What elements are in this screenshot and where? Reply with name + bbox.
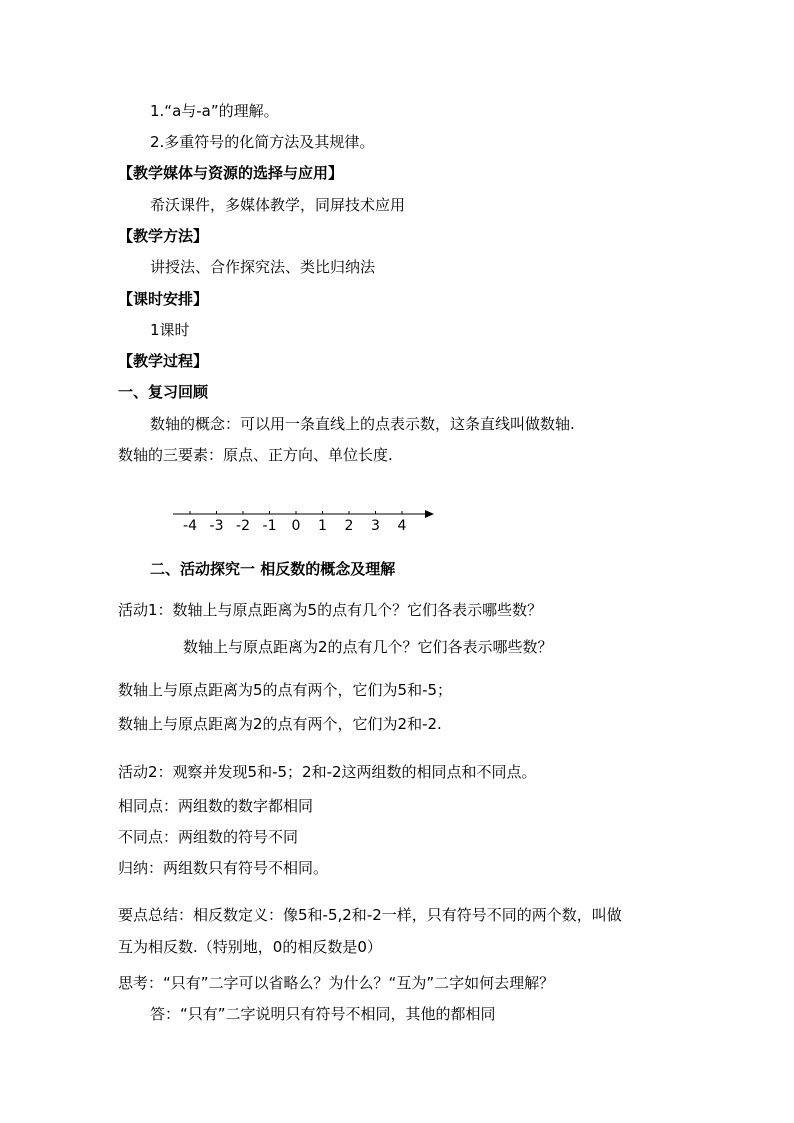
think-answer: 答：“只有”二字说明只有符号不相同，其他的都相同 xyxy=(150,1005,496,1023)
number-line-arrow xyxy=(425,510,434,518)
number-line-label: -2 xyxy=(236,518,250,534)
method-text: 讲授法、合作探究法、类比归纳法 xyxy=(150,258,376,276)
number-line-label: 3 xyxy=(371,518,380,534)
media-text: 希沃课件，多媒体教学，同屏技术应用 xyxy=(150,196,406,214)
numberline-concept: 数轴的概念：可以用一条直线上的点表示数，这条直线叫做数轴. xyxy=(150,415,575,433)
section1-title: 一、复习回顾 xyxy=(118,383,209,401)
number-line xyxy=(170,503,440,537)
three-elements: 数轴的三要素：原点、正方向、单位长度. xyxy=(118,446,393,464)
number-line-label: 2 xyxy=(344,518,354,534)
difficulty-item-2: 2.多重符号的化简方法及其规律。 xyxy=(150,133,375,151)
key-point-line-2: 互为相反数.（特别地，0的相反数是0） xyxy=(118,938,382,956)
same-point: 相同点：两组数的数字都相同 xyxy=(118,797,314,815)
activity1-answer-2: 数轴上与原点距离为2的点有两个，它们为2和-2. xyxy=(118,715,442,733)
process-heading: 【教学过程】 xyxy=(118,352,209,370)
number-line-label: 4 xyxy=(397,518,407,534)
different-point: 不同点：两组数的符号不同 xyxy=(118,828,299,846)
media-heading: 【教学媒体与资源的选择与应用】 xyxy=(118,164,344,182)
method-heading: 【教学方法】 xyxy=(118,227,209,245)
activity1-question-2: 数轴上与原点距离为2的点有几个？它们各表示哪些数？ xyxy=(183,638,553,656)
number-line-label: 1 xyxy=(318,518,327,534)
number-line-label: 0 xyxy=(291,518,301,534)
summary: 归纳：两组数只有符号不相同。 xyxy=(118,859,329,877)
number-line-label: -1 xyxy=(262,518,277,534)
schedule-text: 1课时 xyxy=(150,321,190,339)
activity1-question-1: 活动1：数轴上与原点距离为5的点有几个？它们各表示哪些数？ xyxy=(118,601,543,619)
think-question: 思考：“只有”二字可以省略么？为什么？“互为”二字如何去理解？ xyxy=(118,974,555,992)
activity2: 活动2：观察并发现5和-5；2和-2这两组数的相同点和不同点。 xyxy=(118,763,537,781)
difficulty-item-1: 1.“a与-a”的理解。 xyxy=(150,102,279,120)
schedule-heading: 【课时安排】 xyxy=(118,290,209,308)
number-line-label: -4 xyxy=(183,518,197,534)
key-point-line-1: 要点总结：相反数定义：像5和-5,2和-2一样，只有符号不同的两个数，叫做 xyxy=(118,906,622,924)
number-line-label: -3 xyxy=(209,518,224,534)
activity1-answer-1: 数轴上与原点距离为5的点有两个，它们为5和-5； xyxy=(118,681,453,699)
section2-title: 二、活动探究一 相反数的概念及理解 xyxy=(150,560,396,578)
